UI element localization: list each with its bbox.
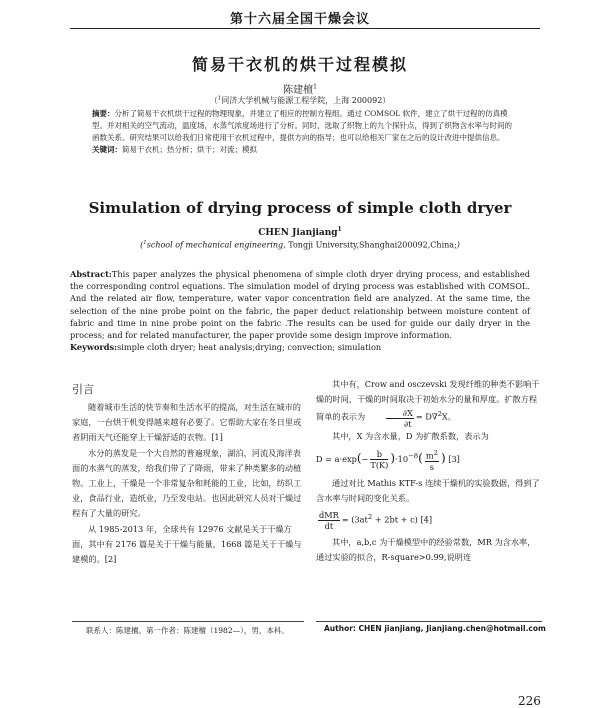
footnote-rule bbox=[72, 621, 304, 622]
footnote-contact: 联系人：陈建檀。第一作者：陈建檀（1982—），男，本科。 bbox=[86, 626, 289, 635]
english-title: Simulation of drying process of simple cloth dryer bbox=[88, 199, 512, 217]
paragraph: 其中，X 为含水量，D 为扩散系数，表示为 bbox=[332, 430, 489, 441]
paragraph: 其中，a,b,c 为干燥模型中的经验常数，MR 为含水率，通过实验的拟合，R-square>0.99,说明连 bbox=[316, 537, 536, 563]
page-number: 226 bbox=[518, 694, 541, 708]
chinese-affiliation: （$^1$同济大学机械与能源工程学院，上海 200092） bbox=[209, 95, 391, 105]
paragraph: 随着城市生活的快节奏和生活水平的提高，对生活在城市的家庭，一台烘干机变得越来越有必要了。它帮助大家在冬日里或者阴雨天气还能穿上干燥舒适的衣物。[1] bbox=[72, 402, 302, 443]
footnote-rule bbox=[316, 621, 542, 622]
english-author: CHEN Jianjiang$^1$ bbox=[258, 226, 342, 238]
diffusion-equation: $\frac{\partial X}{\partial t}$ = D∇$^2$X。 bbox=[368, 407, 456, 428]
conference-header: 第十六届全国干燥会议 bbox=[229, 12, 370, 27]
paragraph: 通过对比 Mathis KTF-s 连续干燥机的实验数据，得到了含水率与时间的变化关系。 bbox=[316, 477, 540, 503]
chinese-abstract: 摘要：分析了简易干衣机烘干过程的物理现象，并建立了相应的控制方程组。通过 COMSOL 软件，建立了烘干过程的仿真模型。并对相关的空气流动，温度场，水蒸气浓度场进行了分析。同时，选取了织物上的九个探针点，得到了织物含水率与时间的函数关系。研究结果可以给我们日常使用干衣机过程中，提供方向的指导；也可以给相关厂家在之后的设计改进中提供信息。 关键词：简易干衣机；热分析；烘干；对流；模拟 bbox=[92, 109, 512, 154]
english-abstract: Abstract:This paper analyzes the physical phenomena of simple cloth dryer drying process, and established the corresponding control equations. The simulation model of drying process was established with COMSOL. And the related air flow, temperature, water vapor concentration field are analyzed. At the same time, the selection of the nine probe point on the fabric, the paper deduct relationship between moisture content of fabric and time in nine probe point on the fabric .The results can be used for guide our daily dryer in the process; and for related manufacturer, the paper provide some design improve information. Keywords:simple cloth dryer; heat analysis;drying; convection; simulation bbox=[70, 269, 530, 353]
section-heading-introduction: 引言 bbox=[72, 383, 94, 396]
paragraph: 从 1985-2013 年，全球共有 12976 文献是关于干燥方面，其中有 2176 篇是关于干燥与能量，1668 篇是关于干燥与建模的。[2] bbox=[72, 523, 302, 565]
left-column bbox=[72, 400, 304, 567]
moisture-rate-equation: $\frac{\text{dMR}}{dt}$ = $(3at^2 + 2bt + c)$ [4] bbox=[319, 510, 433, 532]
chinese-author: 陈建檀$^1$ bbox=[283, 83, 317, 96]
footnote-author-email: Author: CHEN jianjiang, Jianjiang.chen@hotmail.com bbox=[324, 624, 546, 633]
right-column bbox=[316, 377, 542, 566]
paragraph: 其中有，Crow and osczevski 发现纤维的种类不影响干燥的时间，干燥的时间取决于初始水分的量和厚度。扩散方程简单的表示为 $\frac{\partial X}{\partial t}$ = D∇$^2$X。 bbox=[316, 379, 540, 429]
chinese-title: 简易干衣机的烘干过程模拟 bbox=[191, 55, 408, 74]
english-affiliation: ($^1$school of mechanical engineering, Tongji University,Shanghai200092,China;) bbox=[140, 240, 460, 250]
paragraph: 水分的蒸发是一个大自然的普遍现象，湖泊，河流及海洋表面的水蒸气的蒸发，给我们带了了降雨，带来了种类繁多的动植物。工业上，干燥是一个非常复杂和耗能的工业，比如，纺织工业，食品行业，造纸业，乃至发电站。也因此研究人员对干燥过程有了大量的研究。 bbox=[72, 447, 302, 519]
header-rule bbox=[70, 28, 540, 29]
diffusion-coefficient-equation: D = a·exp(− $\frac{b}{T(K)}$ )$\cdot 10^{-8}$( $\frac{m^2}{s}$ ) [3] bbox=[316, 448, 460, 472]
